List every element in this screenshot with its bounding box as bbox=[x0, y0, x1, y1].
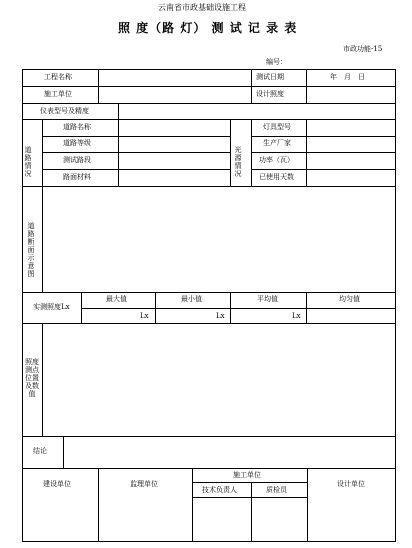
table-rule bbox=[42, 169, 230, 170]
table-rule bbox=[22, 86, 396, 87]
table-rule bbox=[81, 308, 396, 309]
serial-number-label: 编号： bbox=[266, 58, 287, 66]
test-section-label: 测试路段 bbox=[63, 156, 91, 164]
construction-unit-label: 施工单位 bbox=[44, 90, 72, 98]
road-section-diagram-label: 道路断面示意图 bbox=[27, 222, 35, 278]
test-date-value: 年 月 日 bbox=[330, 73, 365, 81]
road-name-label: 道路名称 bbox=[63, 123, 91, 131]
supertitle: 云南省市政基础设施工程 bbox=[158, 3, 246, 12]
road-grade-label: 道路等级 bbox=[63, 139, 91, 147]
table-rule bbox=[42, 119, 43, 186]
tech-lead-label: 技术负责人 bbox=[202, 486, 237, 494]
table-rule bbox=[251, 69, 252, 103]
table-rule bbox=[22, 103, 396, 104]
table-rule bbox=[42, 152, 230, 153]
form-code: 市政功能-15 bbox=[343, 45, 383, 53]
table-rule bbox=[22, 436, 396, 437]
light-group-label: 光源情况 bbox=[234, 146, 242, 178]
avg-unit: Lx bbox=[292, 312, 301, 320]
table-rule bbox=[306, 69, 307, 103]
measured-illuminance-label: 实测照度Lx bbox=[33, 303, 70, 311]
table-rule bbox=[306, 292, 307, 323]
table-rule bbox=[251, 169, 396, 170]
project-name-label: 工程名称 bbox=[44, 73, 72, 81]
owner-unit-label: 建设单位 bbox=[43, 480, 71, 488]
days-used-label: 已使用天数 bbox=[259, 173, 294, 181]
table-rule bbox=[155, 292, 156, 323]
power-label: 功率（瓦） bbox=[259, 156, 294, 164]
road-group-label: 道路情况 bbox=[24, 146, 32, 178]
design-illuminance-label: 设计照度 bbox=[256, 90, 284, 98]
min-value-header: 最小值 bbox=[181, 295, 202, 303]
table-rule bbox=[42, 323, 43, 436]
pavement-material-label: 路面材料 bbox=[63, 173, 91, 181]
table-rule bbox=[192, 497, 307, 498]
table-border bbox=[395, 69, 396, 542]
conclusion-label: 结论 bbox=[33, 447, 47, 455]
uniformity-header: 均匀值 bbox=[339, 295, 360, 303]
table-rule bbox=[251, 119, 252, 186]
avg-value-header: 平均值 bbox=[257, 295, 278, 303]
design-unit-label: 设计单位 bbox=[337, 480, 365, 488]
table-rule bbox=[118, 103, 119, 119]
table-rule bbox=[192, 468, 193, 541]
table-rule bbox=[22, 292, 396, 293]
max-unit: Lx bbox=[140, 312, 149, 320]
table-rule bbox=[230, 292, 231, 323]
manufacturer-label: 生产厂家 bbox=[263, 139, 291, 147]
table-rule bbox=[22, 323, 396, 324]
table-rule bbox=[98, 69, 99, 103]
table-rule bbox=[63, 436, 64, 468]
table-rule bbox=[22, 186, 396, 187]
table-rule bbox=[307, 468, 308, 541]
instrument-label: 仪表型号及精度 bbox=[40, 107, 89, 115]
table-rule bbox=[42, 186, 43, 292]
lamp-model-label: 灯具型号 bbox=[263, 123, 291, 131]
inspector-label: 质检员 bbox=[266, 486, 287, 494]
table-rule bbox=[81, 292, 82, 323]
table-rule bbox=[192, 482, 307, 483]
measurement-points-label: 照度测点位置及数值 bbox=[25, 358, 39, 398]
table-rule bbox=[251, 152, 396, 153]
table-rule bbox=[22, 119, 396, 120]
table-rule bbox=[98, 468, 99, 541]
page-title: 照 度（路 灯） 测 试 记 录 表 bbox=[118, 21, 298, 35]
max-value-header: 最大值 bbox=[106, 295, 127, 303]
table-rule bbox=[42, 136, 230, 137]
table-rule bbox=[22, 468, 396, 469]
builder-unit-label: 施工单位 bbox=[233, 471, 261, 479]
table-rule bbox=[251, 136, 396, 137]
table-border bbox=[22, 541, 396, 542]
test-date-label: 测试日期 bbox=[256, 73, 284, 81]
table-rule bbox=[118, 119, 119, 186]
min-unit: Lx bbox=[216, 312, 225, 320]
table-rule bbox=[230, 119, 231, 186]
table-border bbox=[22, 69, 23, 541]
table-rule bbox=[251, 482, 252, 541]
table-rule bbox=[306, 119, 307, 186]
supervision-unit-label: 监理单位 bbox=[130, 480, 158, 488]
table-border bbox=[22, 69, 396, 70]
